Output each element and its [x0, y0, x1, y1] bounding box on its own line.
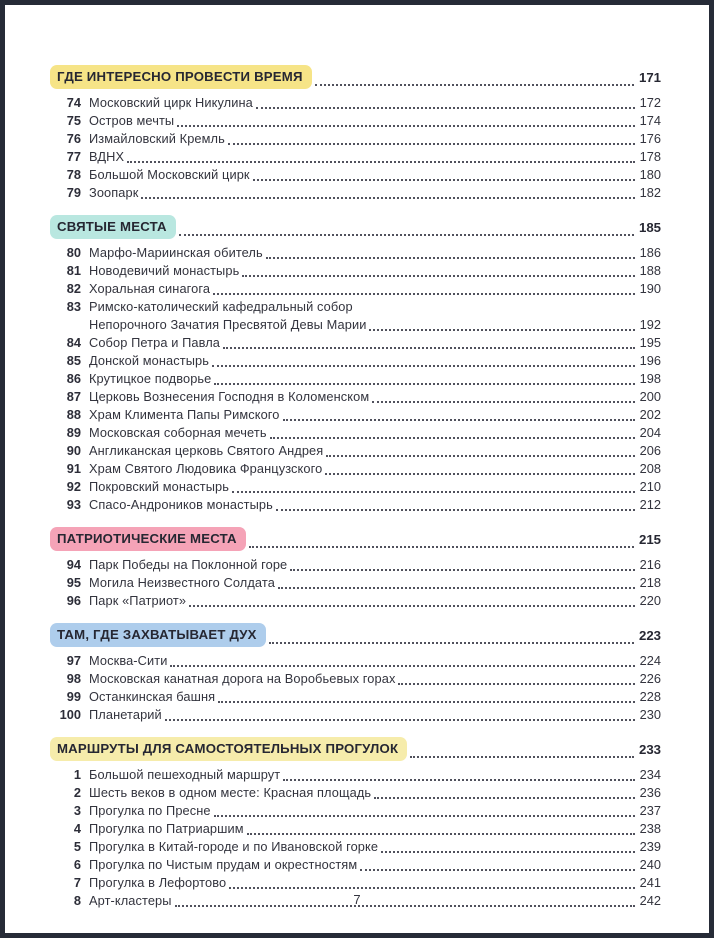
- dotted-leader: [378, 838, 638, 856]
- entry-title: Храм Святого Людовика Французского: [89, 461, 323, 476]
- entry-title: ВДНХ: [89, 149, 125, 164]
- entry-page-number: 216: [639, 557, 661, 572]
- section-page-number: 223: [638, 627, 661, 643]
- entry-number: 81: [66, 263, 81, 278]
- toc-entry-row: [57, 388, 661, 406]
- entry-number: 98: [66, 671, 81, 686]
- toc-entry-row: [57, 574, 661, 592]
- entry-page-number: 220: [639, 593, 661, 608]
- entry-page-number: 218: [639, 575, 661, 590]
- entry-number: 76: [66, 131, 81, 146]
- entry-title: Большой Московский цирк: [89, 167, 250, 182]
- toc-entry-row: [57, 244, 661, 262]
- entry-number: 92: [66, 479, 81, 494]
- entry-title: Прогулка в Китай-городе и по Ивановской горке: [89, 839, 379, 854]
- dotted-leader: [186, 592, 638, 610]
- dotted-leader: [244, 820, 638, 838]
- toc-entry-row: [57, 592, 661, 610]
- toc-entry-row: [57, 184, 661, 202]
- toc-entry-row: [57, 112, 661, 130]
- dotted-leader: [273, 496, 638, 514]
- entry-title: Прогулка по Патриаршим: [89, 821, 244, 836]
- toc-section: [57, 737, 661, 910]
- dotted-leader: [246, 527, 637, 551]
- entry-title: Прогулка по Чистым прудам и окрестностям: [89, 857, 358, 872]
- entry-page-number: 204: [639, 425, 661, 440]
- entry-page-number: 182: [639, 185, 661, 200]
- toc-entry-row: [57, 334, 661, 352]
- toc-entry-row: [57, 130, 661, 148]
- dotted-leader: [174, 112, 637, 130]
- entry-page-number: 239: [639, 839, 661, 854]
- dotted-leader: [162, 706, 638, 724]
- entry-number: 97: [66, 653, 81, 668]
- entry-title: Непорочного Зачатия Пресвятой Девы Марии: [89, 317, 367, 332]
- entry-number: 82: [66, 281, 81, 296]
- entry-page-number: 212: [639, 497, 661, 512]
- section-page-number: 171: [638, 69, 661, 85]
- dotted-leader: [366, 316, 637, 334]
- dotted-leader: [253, 94, 638, 112]
- entry-number: [57, 316, 81, 334]
- entry-title: Измайловский Кремль: [89, 131, 225, 146]
- entry-page-number: 230: [639, 707, 661, 722]
- entry-number: 94: [66, 557, 81, 572]
- entry-page-number: 200: [639, 389, 661, 404]
- dotted-leader: [220, 334, 638, 352]
- toc: [57, 65, 661, 910]
- entry-title: Храм Климента Папы Римского: [89, 407, 280, 422]
- entry-page-number: 226: [639, 671, 661, 686]
- entry-title: Марфо-Мариинская обитель: [89, 245, 263, 260]
- entry-number: 89: [66, 425, 81, 440]
- toc-entry-row: [57, 262, 661, 280]
- section-header-row: [57, 737, 661, 761]
- toc-section: [57, 215, 661, 514]
- dotted-leader: [275, 574, 638, 592]
- entry-page-number: 172: [639, 95, 661, 110]
- toc-entry-row: [57, 94, 661, 112]
- entry-title: Донской монастырь: [89, 353, 209, 368]
- entry-page-number: 186: [639, 245, 661, 260]
- section-title: ПАТРИОТИЧЕСКИЕ МЕСТА: [50, 527, 246, 551]
- toc-entry-row: [57, 478, 661, 496]
- toc-entry-row: [57, 688, 661, 706]
- toc-section: [57, 527, 661, 610]
- entry-page-number: 206: [639, 443, 661, 458]
- toc-entry-row: [57, 766, 661, 784]
- toc-entry-row: [57, 652, 661, 670]
- entry-page-number: 188: [639, 263, 661, 278]
- entry-number: 4: [73, 821, 81, 836]
- entry-page-number: 242: [639, 893, 661, 908]
- entry-page-number: 228: [639, 689, 661, 704]
- toc-entry-row: [57, 496, 661, 514]
- entry-number: 79: [66, 185, 81, 200]
- entry-page-number: 240: [639, 857, 661, 872]
- section-title: СВЯТЫЕ МЕСТА: [50, 215, 176, 239]
- section-header-row: [57, 65, 661, 89]
- toc-entry-row: [57, 706, 661, 724]
- entry-page-number: 196: [639, 353, 661, 368]
- toc-entry-row: [57, 442, 661, 460]
- entry-title: Парк Победы на Поклонной горе: [89, 557, 288, 572]
- entry-number: 80: [66, 245, 81, 260]
- dotted-leader: [267, 424, 638, 442]
- entry-number: 2: [73, 785, 81, 800]
- toc-entry-row: [57, 838, 661, 856]
- toc-entry-row: [57, 352, 661, 370]
- toc-entry-row: [57, 874, 661, 892]
- entry-number: 85: [66, 353, 81, 368]
- entry-page-number: 190: [639, 281, 661, 296]
- toc-entry-row: [57, 784, 661, 802]
- entry-title: Арт-кластеры: [89, 893, 172, 908]
- entry-number: 90: [66, 443, 81, 458]
- entry-number: 6: [73, 857, 81, 872]
- dotted-leader: [287, 556, 637, 574]
- entry-title: Англиканская церковь Святого Андрея: [89, 443, 324, 458]
- entry-title: Зоопарк: [89, 185, 139, 200]
- dotted-leader: [239, 262, 637, 280]
- entry-number: 7: [73, 875, 81, 890]
- toc-entry-row: [57, 556, 661, 574]
- section-title: ТАМ, ГДЕ ЗАХВАТЫВАЕТ ДУХ: [50, 623, 266, 647]
- dotted-leader: [211, 370, 637, 388]
- toc-section: [57, 623, 661, 724]
- entry-page-number: 198: [639, 371, 661, 386]
- entry-number: 83: [66, 299, 81, 314]
- entry-title: Покровский монастырь: [89, 479, 229, 494]
- entry-title: Собор Петра и Павла: [89, 335, 221, 350]
- entry-number: 3: [73, 803, 81, 818]
- entry-title: Церковь Вознесения Господня в Коломенском: [89, 389, 370, 404]
- entry-number: 86: [66, 371, 81, 386]
- entry-number: 100: [59, 707, 81, 722]
- entry-number: 88: [66, 407, 81, 422]
- dotted-leader: [280, 766, 637, 784]
- entry-title: Прогулка по Пресне: [89, 803, 211, 818]
- dotted-leader: [250, 166, 638, 184]
- entry-page-number: 192: [639, 317, 661, 332]
- dotted-leader: [312, 65, 637, 89]
- entry-title: Прогулка в Лефортово: [89, 875, 227, 890]
- entry-title: Московская канатная дорога на Воробьевых горах: [89, 671, 396, 686]
- dotted-leader: [211, 802, 638, 820]
- entry-page-number: 210: [639, 479, 661, 494]
- toc-entry-row: [57, 670, 661, 688]
- toc-entry-row: [57, 820, 661, 838]
- toc-entry-row: [57, 370, 661, 388]
- dotted-leader: [369, 388, 637, 406]
- entry-number: 75: [66, 113, 81, 128]
- entry-number: 5: [73, 839, 81, 854]
- entry-number: 87: [66, 389, 81, 404]
- dotted-leader: [210, 280, 638, 298]
- entry-page-number: 176: [639, 131, 661, 146]
- toc-entry-row: [57, 424, 661, 442]
- entry-page-number: 202: [639, 407, 661, 422]
- entry-title: Остров мечты: [89, 113, 175, 128]
- entry-page-number: 234: [639, 767, 661, 782]
- section-header-row: [57, 527, 661, 551]
- entry-title: Крутицкое подворье: [89, 371, 212, 386]
- dotted-leader: [138, 184, 637, 202]
- entry-page-number: 195: [639, 335, 661, 350]
- entry-page-number: 180: [639, 167, 661, 182]
- entry-page-number: 208: [639, 461, 661, 476]
- toc-entry-row: [57, 460, 661, 478]
- entry-number: 78: [66, 167, 81, 182]
- dotted-leader: [263, 244, 638, 262]
- toc-entry-row: [57, 856, 661, 874]
- entry-number: 84: [66, 335, 81, 350]
- dotted-leader: [215, 688, 637, 706]
- entry-title: Парк «Патриот»: [89, 593, 187, 608]
- toc-entry-row: [57, 166, 661, 184]
- entry-page-number: 236: [639, 785, 661, 800]
- entry-number: 99: [66, 689, 81, 704]
- entry-number: 91: [66, 461, 81, 476]
- toc-entry-row: [57, 298, 661, 316]
- entry-number: 96: [66, 593, 81, 608]
- folio-page-number: 7: [353, 892, 361, 907]
- section-page-number: 215: [638, 531, 661, 547]
- entry-number: 95: [66, 575, 81, 590]
- entry-title: Могила Неизвестного Солдата: [89, 575, 275, 590]
- dotted-leader: [357, 856, 637, 874]
- entry-number: 8: [73, 893, 81, 908]
- dotted-leader: [323, 442, 637, 460]
- entry-title: Хоральная синагога: [89, 281, 211, 296]
- dotted-leader: [209, 352, 638, 370]
- toc-entry-row: [57, 802, 661, 820]
- dotted-leader: [371, 784, 637, 802]
- entry-page-number: 174: [639, 113, 661, 128]
- toc-entry-row: [57, 406, 661, 424]
- entry-title: Останкинская башня: [89, 689, 216, 704]
- section-header-row: [57, 623, 661, 647]
- entry-title: Московская соборная мечеть: [89, 425, 267, 440]
- dotted-leader: [229, 478, 638, 496]
- entry-title: Новодевичий монастырь: [89, 263, 240, 278]
- dotted-leader: [407, 737, 637, 761]
- dotted-leader: [124, 148, 638, 166]
- section-header-row: [57, 215, 661, 239]
- entry-title: Шесть веков в одном месте: Красная площадь: [89, 785, 372, 800]
- entry-number: 93: [66, 497, 81, 512]
- entry-number: 74: [66, 95, 81, 110]
- entry-number: 1: [73, 767, 81, 782]
- toc-section: [57, 65, 661, 202]
- entry-title: Римско-католический кафедральный собор: [89, 299, 353, 314]
- toc-entry-row: [57, 280, 661, 298]
- entry-title: Планетарий: [89, 707, 162, 722]
- dotted-leader: [395, 670, 637, 688]
- section-page-number: 233: [638, 741, 661, 757]
- section-title: ГДЕ ИНТЕРЕСНО ПРОВЕСТИ ВРЕМЯ: [50, 65, 312, 89]
- dotted-leader: [280, 406, 638, 424]
- entry-title: Московский цирк Никулина: [89, 95, 253, 110]
- entry-title: Спасо-Андроников монастырь: [89, 497, 273, 512]
- entry-number: 77: [66, 149, 81, 164]
- dotted-leader: [225, 130, 638, 148]
- dotted-leader: [167, 652, 637, 670]
- section-page-number: 185: [638, 219, 661, 235]
- dotted-leader: [266, 623, 637, 647]
- entry-title: Москва-Сити: [89, 653, 168, 668]
- entry-page-number: 241: [639, 875, 661, 890]
- dotted-leader: [226, 874, 637, 892]
- dotted-leader: [176, 215, 637, 239]
- entry-page-number: 224: [639, 653, 661, 668]
- dotted-leader: [322, 460, 637, 478]
- entry-page-number: 238: [639, 821, 661, 836]
- entry-page-number: 237: [639, 803, 661, 818]
- entry-title: Большой пешеходный маршрут: [89, 767, 281, 782]
- toc-entry-row: [57, 316, 661, 334]
- section-title: МАРШРУТЫ ДЛЯ САМОСТОЯТЕЛЬНЫХ ПРОГУЛОК: [50, 737, 407, 761]
- toc-entry-row: [57, 148, 661, 166]
- entry-page-number: 178: [639, 149, 661, 164]
- book-page: [5, 5, 709, 933]
